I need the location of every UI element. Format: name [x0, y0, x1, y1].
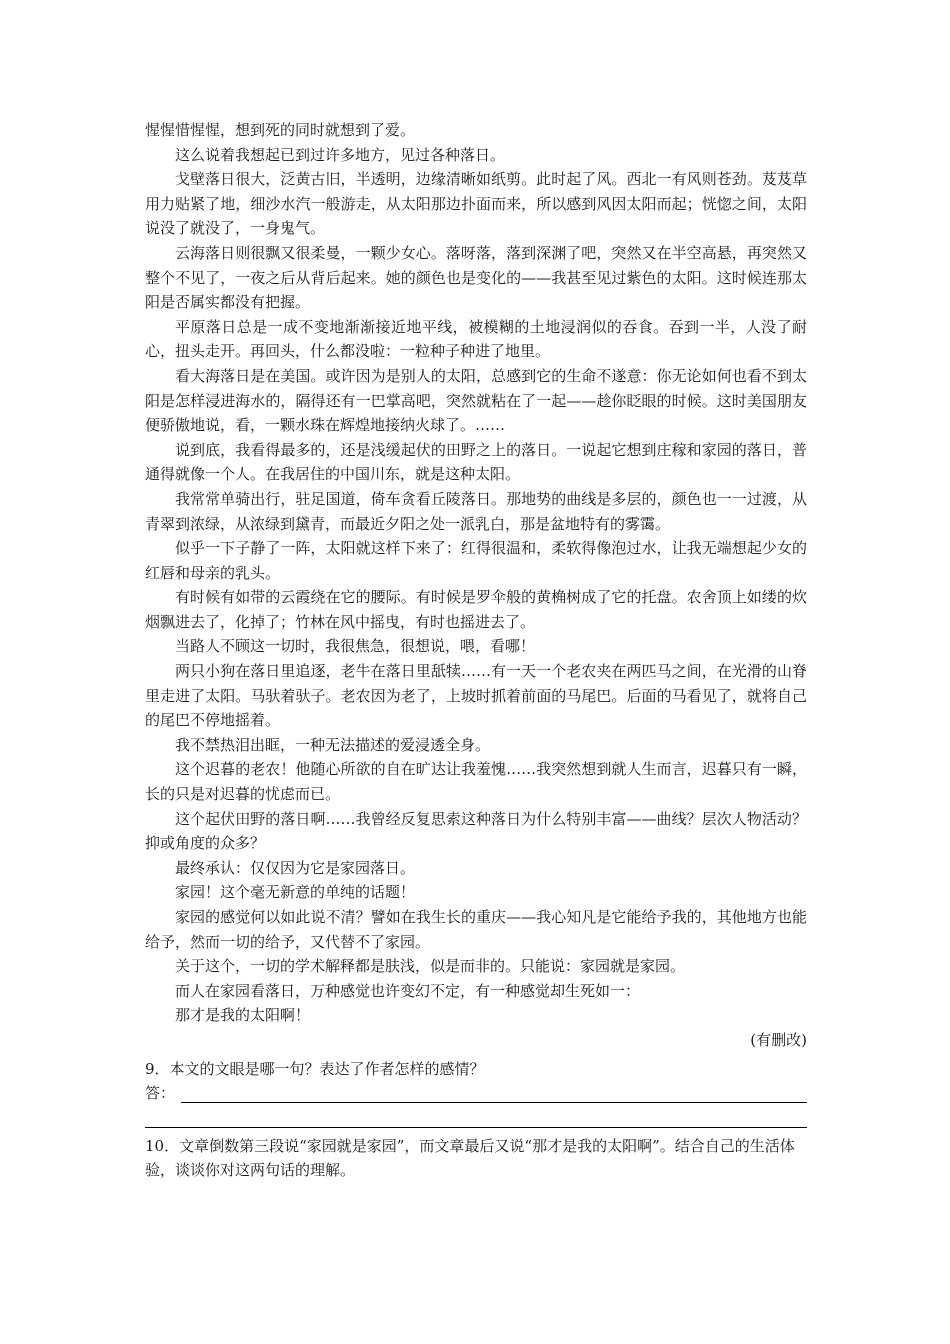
article-paragraph: 云海落日则很飘又很柔曼，一颗少女心。落呀落，落到深渊了吧，突然又在半空高悬，再突然又整个不见了，一夜之后从背后起来。她的颜色也是变化的——我甚至见过紫色的太阳。这时候连那太阳是否属实都没有把握。 [145, 243, 807, 312]
article-paragraph: 家园的感觉何以如此说不清？譬如在我生长的重庆——我心知凡是它能给予我的，其他地方也能给予，然而一切的给予，又代替不了家园。 [145, 908, 807, 951]
answer-area-9 [145, 1081, 807, 1106]
article-paragraph: 似乎一下子静了一阵，太阳就这样下来了：红得很温和，柔软得像泡过水，让我无端想起少女的红唇和母亲的乳头。 [145, 539, 807, 582]
article-paragraph: 说到底，我看得最多的，还是浅缓起伏的田野之上的落日。一说起它想到庄稼和家园的落日，普通得就像一个人。在我居住的中国川东，就是这种太阳。 [145, 440, 807, 484]
source-note: (有删改) [750, 1030, 807, 1049]
article-paragraph: 当路人不顾这一切时，我很焦急，很想说，喂，看哪！ [175, 637, 536, 656]
article-paragraph: 最终承认：仅仅因为它是家园落日。 [175, 858, 416, 877]
article-paragraph: 有时候有如带的云霞绕在它的腰际。有时候是罗伞般的黄桷树成了它的托盘。农舍顶上如缕的炊烟飘进去了，化掉了；竹林在风中摇曳，有时也摇进去了。 [145, 588, 807, 631]
article-paragraph: 惺惺惜惺惺，想到死的同时就想到了爱。 [145, 121, 416, 139]
answer-line[interactable] [181, 1082, 807, 1103]
article-paragraph: 这个迟暮的老农！他随心所欲的自在旷达让我羞愧……我突然想到就人生而言，迟暮只有一瞬，长的只是对迟暮的忧虑而已。 [145, 760, 807, 804]
document-page [145, 118, 807, 1183]
article-paragraph: 平原落日总是一成不变地渐渐接近地平线，被模糊的土地浸润似的吞食。吞到一半，人没了耐心，扭头走开。再回头，什么都没啦：一粒种子种进了地里。 [145, 317, 807, 361]
article-paragraph: 这个起伏田野的落日啊……我曾经反复思索这种落日为什么特别丰富——曲线？层次人物活动？抑或角度的众多？ [145, 809, 807, 853]
article-paragraph: 我常常单骑出行，驻足国道，倚车贪看丘陵落日。那地势的曲线是多层的，颜色也一一过渡，从青翠到浓绿，从浓绿到黛青，而最近夕阳之处一派乳白，那是盆地特有的雾霭。 [145, 489, 807, 533]
article-paragraph: 而人在家园看落日，万种感觉也许变幻不定，有一种感觉却生死如一： [175, 981, 641, 1000]
answer-label: 答： [145, 1084, 176, 1103]
article-paragraph: 那才是我的太阳啊！ [175, 1006, 311, 1025]
article-paragraph: 关于这个，一切的学术解释都是肤浅，似是而非的。只能说：家园就是家园。 [175, 957, 686, 976]
article-paragraph: 这么说着我想起已到过许多地方，见过各种落日。 [175, 145, 506, 164]
article-paragraph: 我不禁热泪出眶，一种无法描述的爱浸透全身。 [175, 735, 491, 754]
article-paragraph: 看大海落日是在美国。或许因为是别人的太阳，总感到它的生命不遂意：你无论如何也看不到太阳是怎样浸进海水的，隔得还有一巴掌高吧，突然就粘在了一起——趁你眨眼的时候。这时美国朋友便骄傲地说，看，一颗水珠在辉煌地接纳火球了。…… [145, 366, 807, 435]
question-9: 9．本文的文眼是哪一句？表达了作者怎样的感情？ [145, 1059, 485, 1078]
article-paragraph: 戈壁落日很大，泛黄古旧，半透明，边缘清晰如纸剪。此时起了风。西北一有风则苍劲。芨芨草用力贴紧了地，细沙水汽一般游走，从太阳那边扑面而来，所以感到风因太阳而起；恍惚之间，太阳说没了就没了，一身鬼气。 [145, 170, 807, 238]
question-10: 10．文章倒数第三段说“家园就是家园”，而文章最后又说“那才是我的太阳啊”。结合自己的生活体验，谈谈你对这两句话的理解。 [145, 1136, 795, 1180]
article-paragraph: 家园！这个毫无新意的单纯的话题！ [175, 883, 416, 902]
article-paragraph: 两只小狗在落日里追逐，老牛在落日里舐犊……有一天一个老农夹在两匹马之间，在光滑的山脊里走进了太阳。马驮着驮子。老农因为老了，上坡时抓着前面的马尾巴。后面的马看见了，就将自己的尾巴不停地摇着。 [145, 662, 807, 730]
answer-line[interactable] [145, 1126, 807, 1128]
